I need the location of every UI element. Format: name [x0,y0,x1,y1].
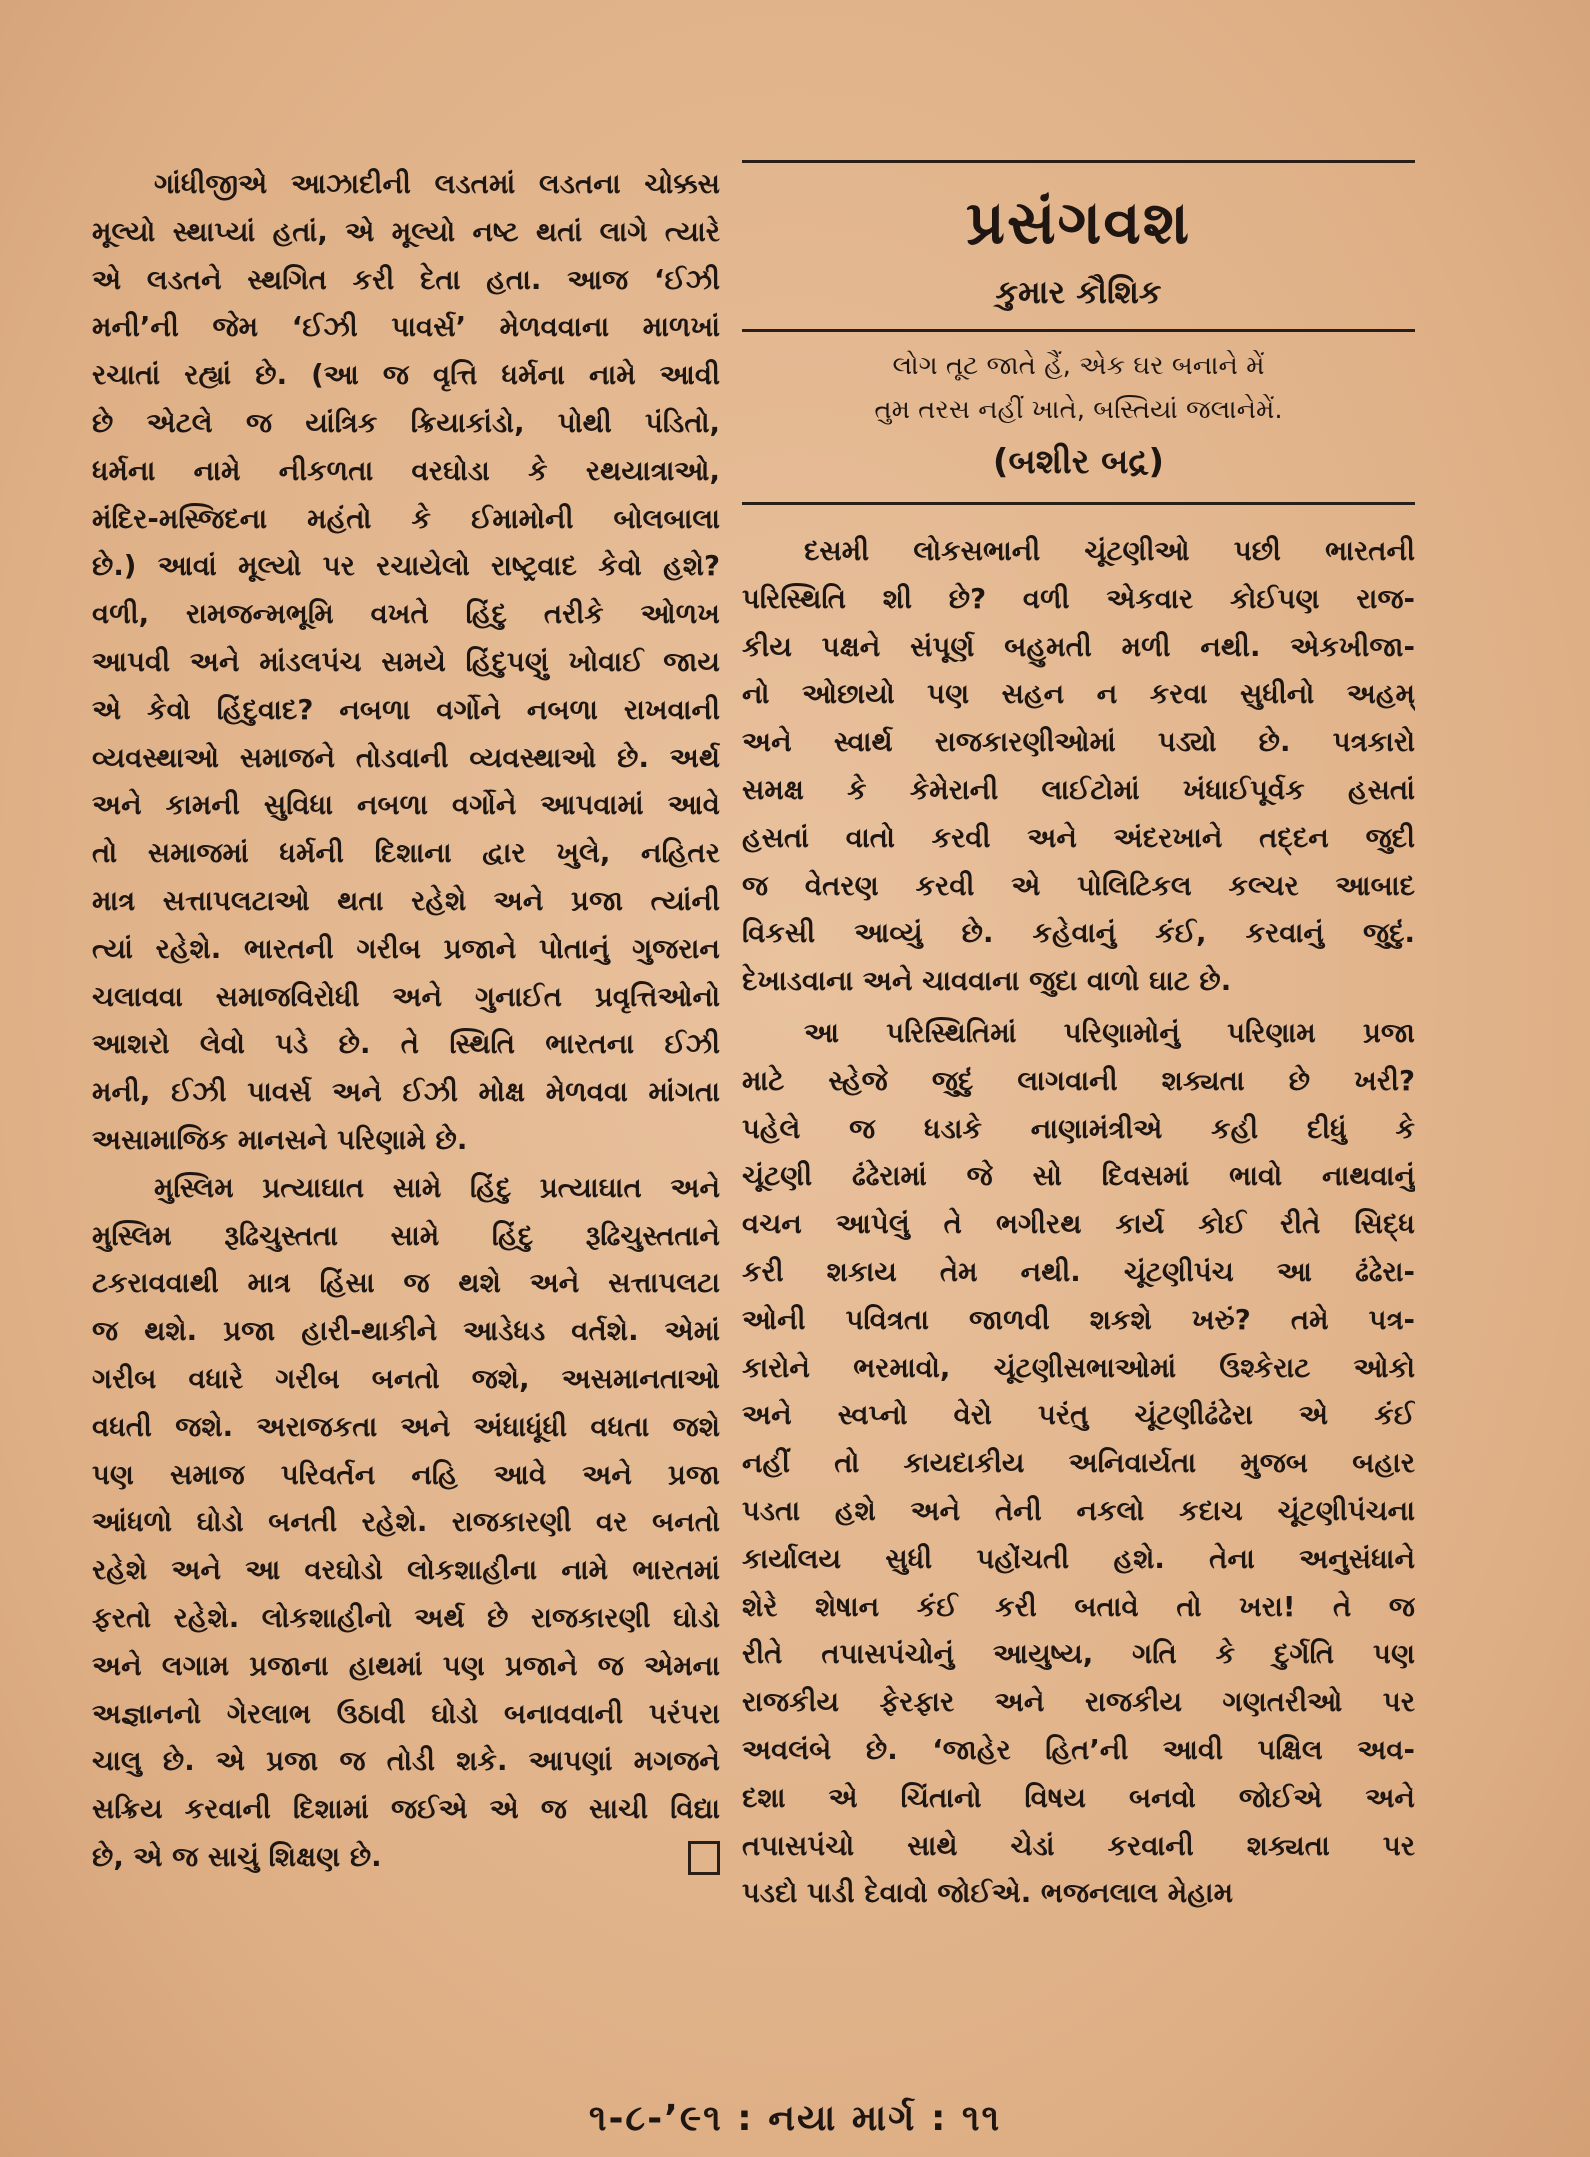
text-line: કરી શકાય તેમ નથી. ચૂંટણીપંચ આ ઢંઢેરા- [742,1254,1415,1288]
text-line: એ લડતને સ્થગિત કરી દેતા હતા. આજ ‘ઈઝી [92,262,720,296]
text-line: આંધળો ઘોડો બનતી રહેશે. રાજકારણી વર બનતો [92,1505,720,1539]
text-line: વિકસી આવ્યું છે. કહેવાનું કંઈ, કરવાનું જુદું. [742,916,1415,950]
text-line: આપવી અને માંડલપંચ સમયે હિંદુપણું ખોવાઈ જાય [92,644,720,678]
text-line: મની, ઈઝી પાવર્સ અને ઈઝી મોક્ષ મેળવવા માંગતા [92,1075,720,1109]
text-line: ટકરાવવાથી માત્ર હિંસા જ થશે અને સત્તાપલટા [92,1266,720,1300]
top-rule [742,160,1415,163]
text-line: મૂલ્યો સ્થાપ્યાં હતાં, એ મૂલ્યો નષ્ટ થતાં લાગે ત્યારે [92,214,720,248]
text-line: રીતે તપાસપંચોનું આયુષ્ય, ગતિ કે દુર્ગતિ પણ [742,1637,1415,1671]
text-line: અસામાજિક માનસને પરિણામે છે. [92,1122,468,1156]
text-line: વધતી જશે. અરાજકતા અને અંધાધૂંધી વધતા જશે [92,1409,720,1443]
text-line: અને સ્વપ્નો વેરો પરંતુ ચૂંટણીઢંઢેરા એ કંઈ [742,1398,1415,1432]
text-line: કીય પક્ષને સંપૂર્ણ બહુમતી મળી નથી. એકખીજા- [742,629,1415,663]
article-title: પ્રસંગવશ [966,188,1191,258]
text-line: ગાંધીજીએ આઝાદીની લડતમાં લડતના ચોક્કસ [154,167,720,200]
text-line: વચન આપેલું તે ભગીરથ કાર્ય કોઈ રીતે સિદ્ધ [742,1207,1415,1241]
text-line: દસમી લોકસભાની ચૂંટણીઓ પછી ભારતની [804,534,1415,567]
author-rule [742,329,1415,332]
text-line: જ થશે. પ્રજા હારી-થાકીને આડેધડ વર્તશે. એમાં [92,1314,720,1348]
text-line: અને સ્વાર્થ રાજકારણીઓમાં પડ્યો છે. પત્રકારો [742,725,1415,759]
left-paragraph-2 [92,1164,720,1881]
page-footer: ૧-૮-’૯૧ : નયા માર્ગ : ૧૧ [588,2098,1002,2139]
text-line: ચલાવવા સમાજવિરોધી અને ગુનાઈત પ્રવૃત્તિઓનો [92,979,720,1013]
text-line: આ પરિસ્થિતિમાં પરિણામોનું પરિણામ પ્રજા [804,1015,1415,1049]
right-paragraph-1 [742,527,1415,1005]
text-line: કારોને ભરમાવો, ચૂંટણીસભાઓમાં ઉશ્કેરાટ ઓકો [742,1350,1415,1384]
left-paragraph-1 [92,160,720,1164]
text-line: માટે સ્હેજે જુદું લાગવાની શક્યતા છે ખરી? [742,1063,1415,1097]
text-line: ઓની પવિત્રતા જાળવી શકશે ખરું? તમે પત્ર- [742,1302,1415,1336]
text-line: છે, એ જ સાચું શિક્ષણ છે. [92,1833,720,1881]
text-line: રચાતાં રહ્યાં છે. (આ જ વૃત્તિ ધર્મના નામે આવી [92,358,720,392]
text-line: સક્રિય કરવાની દિશામાં જઈએ એ જ સાચી વિદ્યા [92,1792,720,1826]
text-line: જ વેતરણ કરવી એ પોલિટિકલ કલ્ચર આબાદ [742,868,1415,902]
text-line: સમક્ષ કે કેમેરાની લાઈટોમાં ખંધાઈપૂર્વક હસતાં [742,772,1415,806]
text-line: આશરો લેવો પડે છે. તે સ્થિતિ ભારતના ઈઝી [92,1027,720,1061]
text-line: ત્યાં રહેશે. ભારતની ગરીબ પ્રજાને પોતાનું ગુજરાન [92,931,720,965]
text-line: છે એટલે જ યાંત્રિક ક્રિયાકાંડો, પોથી પંડિતો, [92,405,720,439]
square-end-mark-icon [688,1841,720,1875]
text-line: પડદો પાડી દેવાવો જોઈએ. ભજનલાલ મેહામ [742,1876,1234,1910]
text-line: તો સમાજમાં ધર્મની દિશાના દ્વાર ખુલે, નહિતર [92,836,720,870]
text-line: એ કેવો હિંદુવાદ? નબળા વર્ગોને નબળા રાખવાની [92,692,720,726]
text-line: અજ્ઞાનનો ગેરલાભ ઉઠાવી ઘોડો બનાવવાની પરંપરા [92,1696,720,1730]
text-line: નો ઓછાયો પણ સહન ન કરવા સુધીનો અહમ્ [742,677,1415,711]
text-line: રહેશે અને આ વરઘોડો લોકશાહીના નામે ભારતમાં [92,1553,720,1587]
epigraph-poet: (બશીર બદ્ર) [992,442,1165,482]
text-line: વળી, રામજન્મભૂમિ વખતે હિંદુ તરીકે ઓળખ [92,597,720,631]
text-line: ચાલુ છે. એ પ્રજા જ તોડી શકે. આપણાં મગજને [92,1744,720,1778]
text-line: તપાસપંચો સાથે ચેડાં કરવાની શક્યતા પર [742,1828,1415,1862]
epigraph-rule [742,502,1415,505]
text-line: ચૂંટણી ઢંઢેરામાં જે સો દિવસમાં ભાવો નાથવાનું [742,1159,1415,1193]
text-line: અને કામની સુવિધા નબળા વર્ગોને આપવામાં આવે [92,788,720,822]
couplet-line-2: તુમ તરસ નહીં ખાતે, બસ્તિયાં જલાનેમેં. [874,395,1283,425]
article-author: કુમાર કૌશિક [995,273,1162,311]
left-column [92,160,720,1881]
epigraph-couplet [742,344,1415,432]
text-line: પડતા હશે અને તેની નકલો કદાચ ચૂંટણીપંચના [742,1493,1415,1527]
right-paragraph-2 [742,1009,1415,1917]
text-line: મની’ની જેમ ‘ઈઝી પાવર્સ’ મેળવવાના માળખાં [92,310,720,344]
text-line: દશા એ ચિંતાનો વિષય બનવો જોઈએ અને [742,1780,1415,1814]
text-line: વ્યવસ્થાઓ સમાજને તોડવાની વ્યવસ્થાઓ છે. અર્થ [92,740,720,774]
text-line: હસતાં વાતો કરવી અને અંદરખાને તદ્દન જુદી [742,820,1415,854]
text-line: પણ સમાજ પરિવર્તન નહિ આવે અને પ્રજા [92,1457,720,1491]
text-line: મુસ્લિમ રૂઢિચુસ્તતા સામે હિંદુ રૂઢિચુસ્તતાને [92,1218,720,1252]
text-line: કાર્યાલય સુધી પહોંચતી હશે. તેના અનુસંધાને [742,1541,1415,1575]
text-line: ધર્મના નામે નીકળતા વરઘોડા કે રથયાત્રાઓ, [92,453,720,487]
text-line: ફરતો રહેશે. લોકશાહીનો અર્થ છે રાજકારણી ઘોડો [92,1600,720,1634]
text-line: મંદિર-મસ્જિદના મહંતો કે ઈમામોની બોલબાલા [92,501,720,535]
text-line: અને લગામ પ્રજાના હાથમાં પણ પ્રજાને જ એમના [92,1648,720,1682]
text-line: છે.) આવાં મૂલ્યો પર રચાયેલો રાષ્ટ્રવાદ કેવો હશે? [92,549,720,583]
text-line: માત્ર સત્તાપલટાઓ થતા રહેશે અને પ્રજા ત્યાંની [92,883,720,917]
text-line: રાજકીય ફેરફાર અને રાજકીય ગણતરીઓ પર [742,1685,1415,1719]
text-line: પરિસ્થિતિ શી છે? વળી એકવાર કોઈપણ રાજ- [742,581,1415,615]
text-line: શેરે શેષાન કંઈ કરી બતાવે તો ખરા! તે જ [742,1589,1415,1623]
text-line: મુસ્લિમ પ્રત્યાઘાત સામે હિંદુ પ્રત્યાઘાત અને [154,1170,720,1204]
right-column [742,160,1415,1917]
text-line: નહીં તો કાયદાકીય અનિવાર્યતા મુજબ બહાર [742,1446,1415,1480]
text-line: પહેલે જ ધડાકે નાણામંત્રીએ કહી દીધું કે [742,1111,1415,1145]
text-line: દેખાડવાના અને ચાવવાના જુદા વાળો ઘાટ છે. [742,964,1232,998]
text-line: ગરીબ વધારે ગરીબ બનતો જશે, અસમાનતાઓ [92,1361,720,1395]
text-line: અવલંબે છે. ‘જાહેર હિત’ની આવી પક્ષિલ અવ- [742,1732,1415,1766]
couplet-line-1: લોગ તૂટ જાતે હૈં, એક ઘર બનાને મેં [892,351,1265,381]
